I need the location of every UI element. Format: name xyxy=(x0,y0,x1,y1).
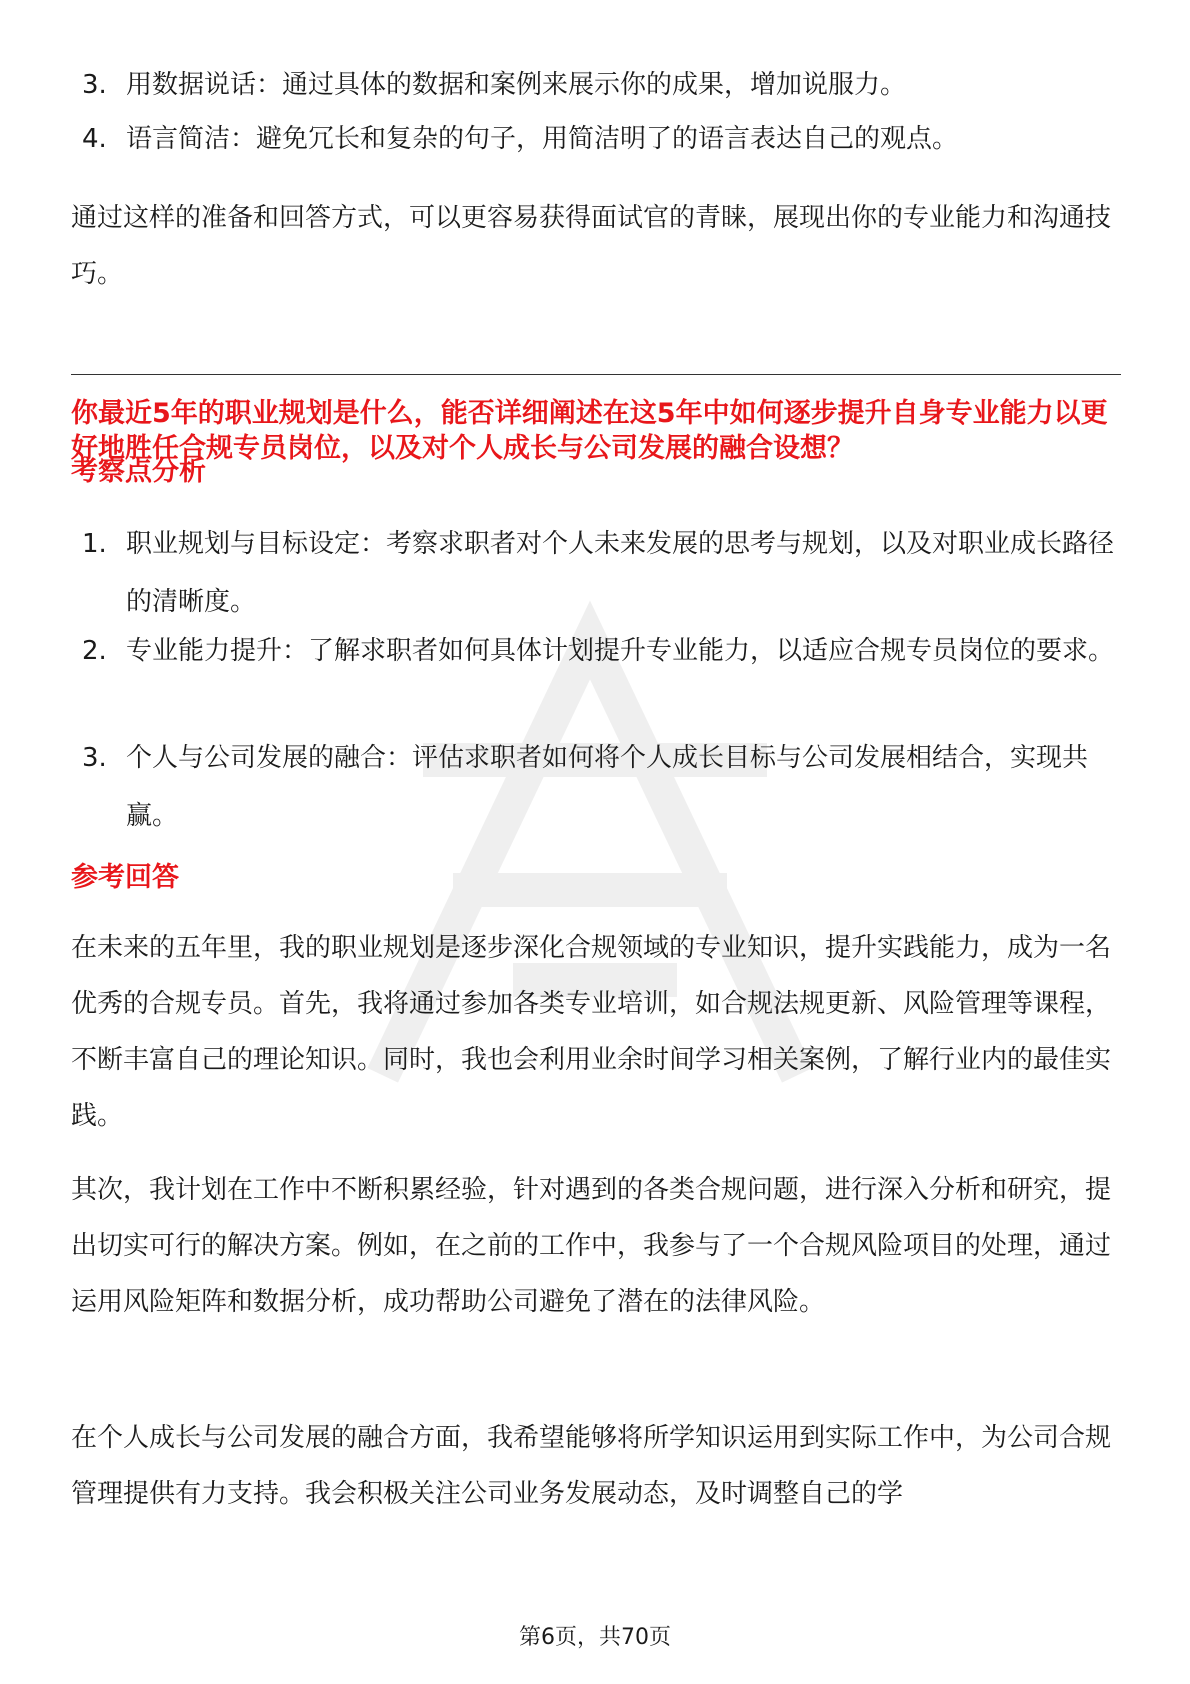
analysis-heading: 考察点分析 xyxy=(71,456,206,487)
summary-paragraph: 通过这样的准备和回答方式，可以更容易获得面试官的青睐，展现出你的专业能力和沟通技巧。 xyxy=(71,203,1112,289)
list-text: 职业规划与目标设定：考察求职者对个人未来发展的思考与规划，以及对职业成长路径的清晰度。 xyxy=(126,529,1115,617)
page-footer: 第6页，共70页 xyxy=(519,1625,671,1650)
answer-paragraph: 在未来的五年里，我的职业规划是逐步深化合规领域的专业知识，提升实践能力，成为一名优秀的合规专员。首先，我将通过参加各类专业培训，如合规法规更新、风险管理等课程，不断丰富自己的理论知识。同时，我也会利用业余时间学习相关案例，了解行业内的最佳实践。 xyxy=(71,933,1112,1131)
list-text: 语言简洁：避免冗长和复杂的句子，用简洁明了的语言表达自己的观点。 xyxy=(126,124,959,154)
question-heading: 你最近5年的职业规划是什么，能否详细阐述在这5年中如何逐步提升自身专业能力以更好地胜任合规专员岗位，以及对个人成长与公司发展的融合设想？ xyxy=(71,398,1108,464)
list-number: 2. xyxy=(82,636,107,666)
section-divider xyxy=(71,374,1121,375)
answer-paragraph: 在个人成长与公司发展的融合方面，我希望能够将所学知识运用到实际工作中，为公司合规管理提供有力支持。我会积极关注公司业务发展动态，及时调整自己的学 xyxy=(71,1423,1112,1509)
list-number: 1. xyxy=(82,529,107,559)
list-number: 3. xyxy=(82,70,107,100)
list-number: 3. xyxy=(82,743,107,773)
list-text: 个人与公司发展的融合：评估求职者如何将个人成长目标与公司发展相结合，实现共赢。 xyxy=(126,743,1089,831)
list-number: 4. xyxy=(82,124,107,154)
list-text: 专业能力提升：了解求职者如何具体计划提升专业能力，以适应合规专员岗位的要求。 xyxy=(126,636,1115,666)
answer-paragraph: 其次，我计划在工作中不断积累经验，针对遇到的各类合规问题，进行深入分析和研究，提出切实可行的解决方案。例如，在之前的工作中，我参与了一个合规风险项目的处理，通过运用风险矩阵和数据分析，成功帮助公司避免了潜在的法律风险。 xyxy=(71,1175,1112,1317)
list-text: 用数据说话：通过具体的数据和案例来展示你的成果，增加说服力。 xyxy=(126,70,907,100)
answer-heading: 参考回答 xyxy=(71,862,179,893)
